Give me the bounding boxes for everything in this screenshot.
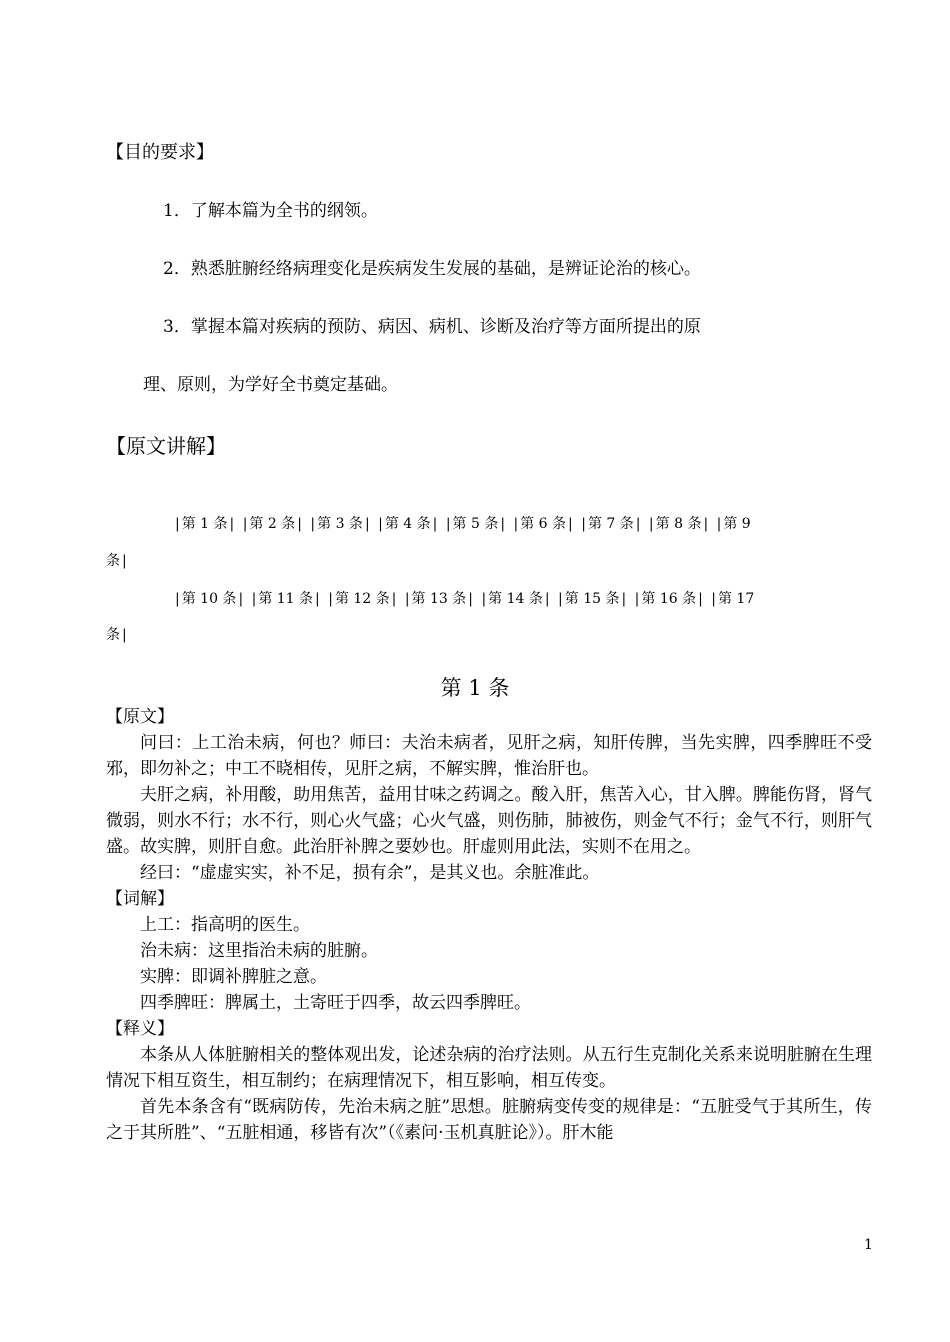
requirements-heading: 【目的要求】 [106, 142, 214, 163]
section-heading: 【原文讲解】 [106, 434, 226, 458]
nav-link-clause-15[interactable]: 第 15 条 [564, 591, 620, 607]
nav-link-clause-13[interactable]: 第 13 条 [411, 591, 467, 607]
original-heading: 【原文】 [106, 707, 174, 727]
nav-link-clause-12[interactable]: 第 12 条 [334, 591, 390, 607]
nav-link-clause-16[interactable]: 第 16 条 [641, 591, 697, 607]
nav-link-clause-4[interactable]: 第 4 条 [384, 516, 431, 532]
nav-link-clause-9-wrap[interactable]: 条 [106, 553, 120, 569]
glossary-term-1: 上工：指高明的医生。 [140, 915, 310, 935]
nav-link-clause-2[interactable]: 第 2 条 [249, 516, 296, 532]
requirement-item-3-line-2: 理、原则，为学好全书奠定基础。 [143, 375, 398, 395]
clause-nav-row-1-wrap: 条 | [106, 553, 127, 569]
interpretation-paragraph-1: 本条从人体脏腑相关的整体观出发，论述杂病的治疗法则。从五行生克制化关系来说明脏腑在生理情况下相互资生，相互制约；在病理情况下，相互影响，相互传变。 [106, 1045, 872, 1091]
original-paragraph-2: 夫肝之病，补用酸，助用焦苦，益用甘味之药调之。酸入肝，焦苦入心，甘入脾。脾能伤肾，肾气微弱，则水不行；水不行，则心火气盛；心火气盛，则伤肺，肺被伤，则金气不行；金气不行，则肝气盛。故实脾，则肝自愈。此治肝补脾之要妙也。肝虚则用此法，实则不在用之。 [106, 785, 872, 857]
glossary-term-4: 四季脾旺：脾属土，土寄旺于四季，故云四季脾旺。 [140, 993, 531, 1013]
nav-link-clause-11[interactable]: 第 11 条 [258, 591, 314, 607]
nav-link-clause-14[interactable]: 第 14 条 [488, 591, 543, 607]
interpretation-paragraph-2: 首先本条含有“既病防传，先治未病之脏”思想。脏腑病变传变的规律是：“五脏受气于其所生，传之于其所胜”、“五脏相通，移皆有次”（《素问·玉机真脏论》）。肝木能 [106, 1097, 872, 1143]
nav-link-clause-8[interactable]: 第 8 条 [655, 516, 702, 532]
original-paragraph-3: 经曰：“虚虚实实，补不足，损有余”，是其义也。余脏准此。 [140, 863, 600, 883]
nav-link-clause-17-wrap[interactable]: 条 [106, 627, 120, 643]
interpretation-heading: 【释义】 [106, 1019, 174, 1039]
glossary-heading: 【词解】 [106, 889, 174, 909]
clause-body [106, 704, 872, 1146]
nav-link-clause-10[interactable]: 第 10 条 [181, 591, 237, 607]
clause-nav-row-1: | 第 1 条 | | 第 2 条 | | 第 3 条 | | 第 4 条 | | 第 5 条 | | 第 6 条 | | 第 7 条 | | 第 8 条 | | 第 9 [175, 516, 751, 532]
clause-title: 第 1 条 [440, 676, 510, 700]
nav-link-clause-7[interactable]: 第 7 条 [587, 516, 634, 532]
nav-link-clause-5[interactable]: 第 5 条 [452, 516, 499, 532]
nav-link-clause-6[interactable]: 第 6 条 [520, 516, 567, 532]
requirement-item-1: 1．了解本篇为全书的纲领。 [163, 201, 378, 221]
nav-link-clause-1[interactable]: 第 1 条 [181, 516, 228, 532]
original-paragraph-1: 问曰：上工治未病，何也？师曰：夫治未病者，见肝之病，知肝传脾，当先实脾，四季脾旺不受邪，即勿补之；中工不晓相传，见肝之病，不解实脾，惟治肝也。 [106, 733, 872, 779]
glossary-term-2: 治未病：这里指治未病的脏腑。 [140, 941, 378, 961]
glossary-term-3: 实脾：即调补脾脏之意。 [140, 967, 327, 987]
nav-link-clause-3[interactable]: 第 3 条 [317, 516, 363, 532]
requirement-item-3-line-1: 3．掌握本篇对疾病的预防、病因、病机、诊断及治疗等方面所提出的原 [163, 317, 701, 337]
nav-link-clause-17[interactable]: 第 17 [717, 591, 755, 607]
clause-nav-row-2: | 第 10 条 | | 第 11 条 | | 第 12 条 | | 第 13 条 | | 第 14 条 | | 第 15 条 | | 第 16 条 | | 第 17 [175, 591, 755, 607]
nav-link-clause-9[interactable]: 第 9 [723, 516, 751, 532]
clause-nav-row-2-wrap: 条 | [106, 627, 127, 643]
requirement-item-2: 2．熟悉脏腑经络病理变化是疾病发生发展的基础，是辨证论治的核心。 [163, 259, 701, 279]
page-number: 1 [864, 1237, 873, 1253]
